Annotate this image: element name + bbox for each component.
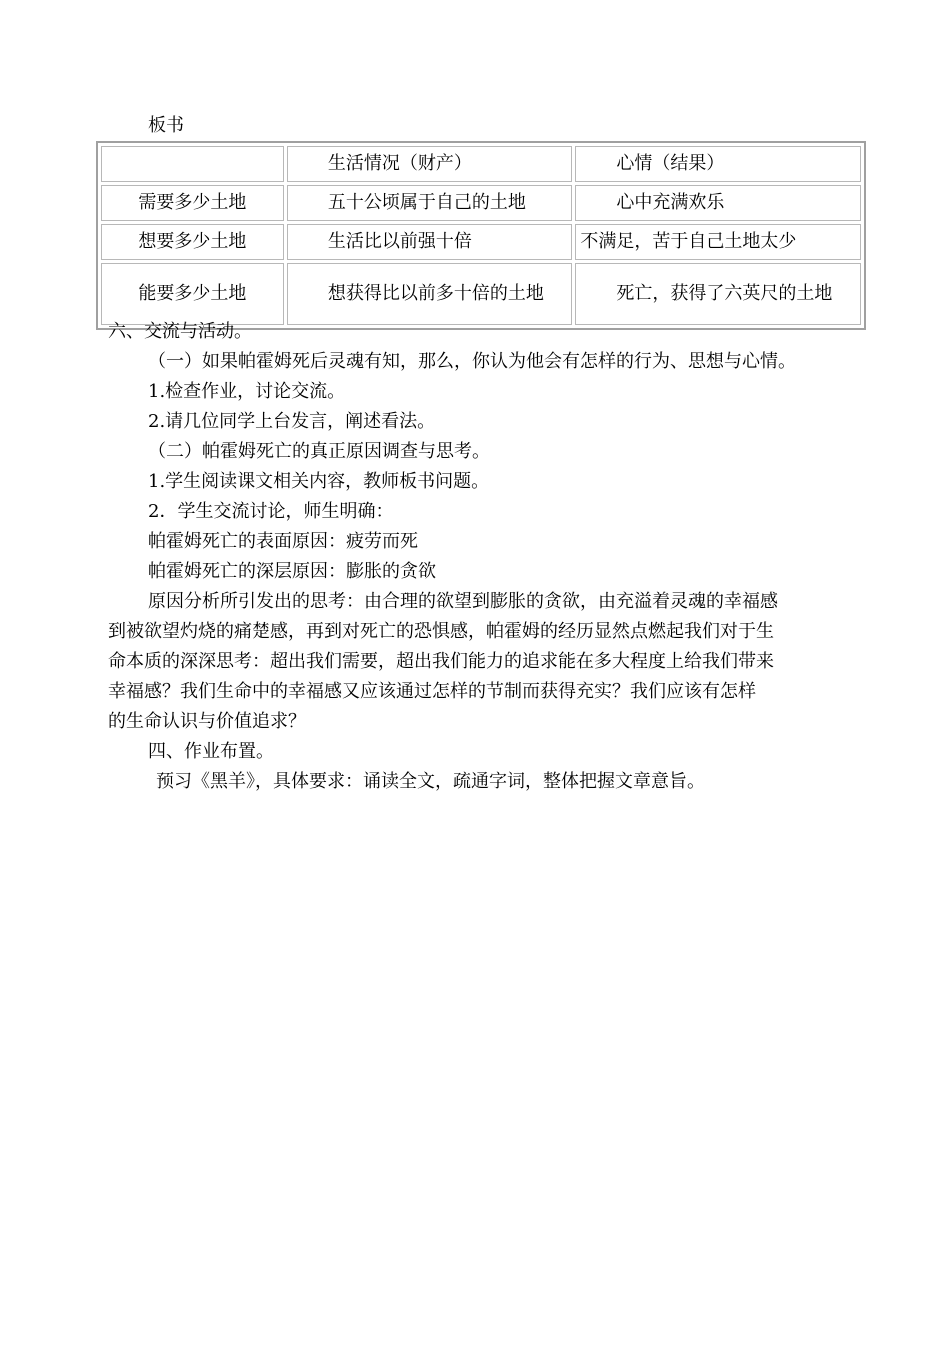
table-cell: 心中充满欢乐 [575,185,861,221]
table-cell: 生活比以前强十倍 [287,224,573,260]
reflection-paragraph-line: 幸福感？我们生命中的幸福感又应该通过怎样的节制而获得充实？我们应该有怎样 [108,681,756,702]
row-label: 能要多少土地 [101,263,284,325]
surface-cause: 帕霍姆死亡的表面原因：疲劳而死 [148,531,418,552]
section-heading-homework: 四、作业布置。 [148,741,274,762]
blackboard-table [96,141,866,330]
reflection-paragraph-line: 到被欲望灼烧的痛楚感，再到对死亡的恐惧感，帕霍姆的经历显然点燃起我们对于生 [108,621,774,642]
activity-one: （一）如果帕霍姆死后灵魂有知，那么，你认为他会有怎样的行为、思想与心情。 [148,351,796,372]
reflection-paragraph-line: 的生命认识与价值追求？ [108,711,306,732]
table-cell: 想获得比以前多十倍的土地 [287,263,573,325]
reflection-paragraph-line: 原因分析所引发出的思考：由合理的欲望到膨胀的贪欲，由充溢着灵魂的幸福感 [148,591,778,612]
header-life-situation: 生活情况（财产） [287,146,573,182]
table-corner-cell [101,146,284,182]
deep-cause: 帕霍姆死亡的深层原因：膨胀的贪欲 [148,561,436,582]
table-row [101,185,861,221]
homework-instruction: 预习《黑羊》，具体要求：诵读全文，疏通字词，整体把握文章意旨。 [156,771,705,792]
activity-two-step-2: 2．学生交流讨论，师生明确： [148,501,394,522]
table-cell: 五十公顷属于自己的土地 [287,185,573,221]
row-label: 想要多少土地 [101,224,284,260]
table-row [101,263,861,325]
table-header-row [101,146,861,182]
table-cell: 不满足，苦于自己土地太少 [575,224,861,260]
table-row [101,224,861,260]
activity-two: （二）帕霍姆死亡的真正原因调查与思考。 [148,441,490,462]
board-heading: 板书 [148,115,184,136]
reflection-paragraph-line: 命本质的深深思考：超出我们需要，超出我们能力的追求能在多大程度上给我们带来 [108,651,774,672]
table-cell: 死亡，获得了六英尺的土地 [575,263,861,325]
activity-one-step-1: 1.检查作业，讨论交流。 [148,381,346,402]
activity-one-step-2: 2.请几位同学上台发言，阐述看法。 [148,411,436,432]
row-label: 需要多少土地 [101,185,284,221]
header-mood-result: 心情（结果） [575,146,861,182]
activity-two-step-1: 1.学生阅读课文相关内容，教师板书问题。 [148,471,490,492]
section-heading-six: 六、交流与活动。 [108,321,252,342]
